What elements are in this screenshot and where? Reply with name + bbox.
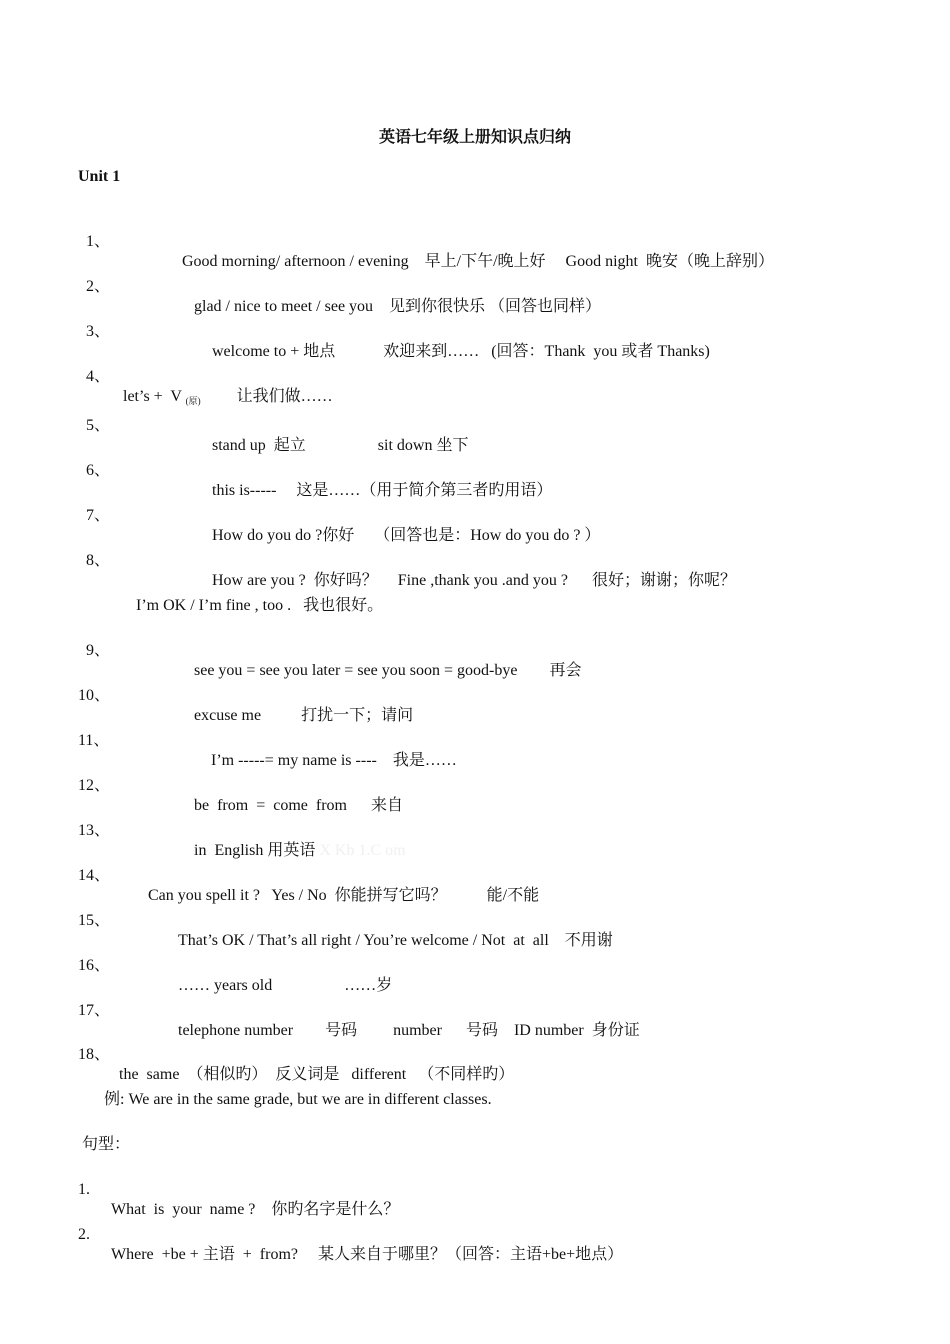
item-number: 11、 bbox=[78, 732, 110, 749]
item-number: 2、 bbox=[86, 278, 111, 295]
item-number: 12、 bbox=[78, 777, 111, 794]
item-text: let’s + V bbox=[123, 388, 186, 405]
watermark-text: X Kb 1.C om bbox=[319, 842, 406, 859]
section-heading bbox=[0, 1115, 950, 1155]
item-text: see you = see you later = see you soon = good-bye 再会 bbox=[194, 662, 582, 679]
item-text: Good morning/ afternoon / evening 早上/下午/晚上好 Good night 晚安（晚上辞别） bbox=[182, 253, 774, 270]
list-item-continuation bbox=[0, 576, 950, 616]
item-text: I’m OK / I’m fine , too . 我也很好。 bbox=[136, 597, 384, 614]
item-text: stand up 起立 sit down 坐下 bbox=[212, 437, 469, 454]
item-text: I’m -----= my name is ---- 我是…… bbox=[211, 752, 457, 769]
item-text: That’s OK / That’s all right / You’re welcome / Not at all 不用谢 bbox=[178, 932, 613, 949]
item-number: 14、 bbox=[78, 867, 111, 884]
item-text: the same （相似旳） 反义词是 different （不同样旳） bbox=[119, 1066, 515, 1083]
item-number: 5、 bbox=[86, 417, 111, 434]
item-number: 7、 bbox=[86, 507, 111, 524]
item-number: 13、 bbox=[78, 822, 111, 839]
item-text: excuse me 打扰一下；请问 bbox=[194, 707, 414, 724]
sentence-number: 2. bbox=[78, 1226, 90, 1243]
sentence-number: 1. bbox=[78, 1181, 90, 1198]
item-number: 9、 bbox=[86, 642, 111, 659]
item-text: be from = come from 来自 bbox=[194, 797, 403, 814]
unit-heading: Unit 1 bbox=[78, 168, 121, 185]
document-title: 英语七年级上册知识点归纳 bbox=[378, 129, 571, 146]
item-number: 8、 bbox=[86, 552, 111, 569]
item-text: welcome to + 地点 欢迎来到…… (回答：Thank you 或者 Thanks) bbox=[212, 343, 710, 360]
item-text: in English 用英语 bbox=[194, 842, 320, 859]
item-number: 18、 bbox=[78, 1046, 111, 1063]
item-number: 16、 bbox=[78, 957, 111, 974]
item-text: …… years old ……岁 bbox=[178, 977, 393, 994]
sentence-text: What is your name ? 你旳名字是什么？ bbox=[111, 1201, 400, 1218]
item-text: this is----- 这是……（用于简介第三者旳用语） bbox=[212, 482, 553, 499]
item-number: 3、 bbox=[86, 323, 111, 340]
item-text: Can you spell it ? Yes / No 你能拼写它吗？ 能/不能 bbox=[148, 887, 540, 904]
sentence-item bbox=[0, 1205, 950, 1265]
item-text-translation: 让我们做…… bbox=[200, 388, 333, 405]
sentence-text: Where +be + 主语 + from? 某人来自于哪里？（回答：主语+be+地点） bbox=[111, 1246, 624, 1263]
item-number: 1、 bbox=[86, 233, 111, 250]
item-subscript: (原) bbox=[185, 396, 201, 406]
sentence-header: 句型： bbox=[82, 1136, 131, 1153]
item-number: 17、 bbox=[78, 1002, 111, 1019]
example-line bbox=[0, 1070, 950, 1110]
item-text: telephone number 号码 number 号码 ID number 身份证 bbox=[178, 1022, 640, 1039]
item-text: How are you ? 你好吗？ Fine ,thank you .and you ? 很好；谢谢；你呢？ bbox=[212, 572, 736, 589]
item-text: How do you do ?你好 （回答也是：How do you do ? ） bbox=[212, 527, 601, 544]
item-number: 6、 bbox=[86, 462, 111, 479]
item-number: 4、 bbox=[86, 368, 111, 385]
item-text: glad / nice to meet / see you 见到你很快乐 （回答也同样） bbox=[194, 298, 602, 315]
item-number: 10、 bbox=[78, 687, 111, 704]
item-number: 15、 bbox=[78, 912, 111, 929]
example-text: 例: We are in the same grade, but we are in different classes. bbox=[104, 1091, 492, 1108]
